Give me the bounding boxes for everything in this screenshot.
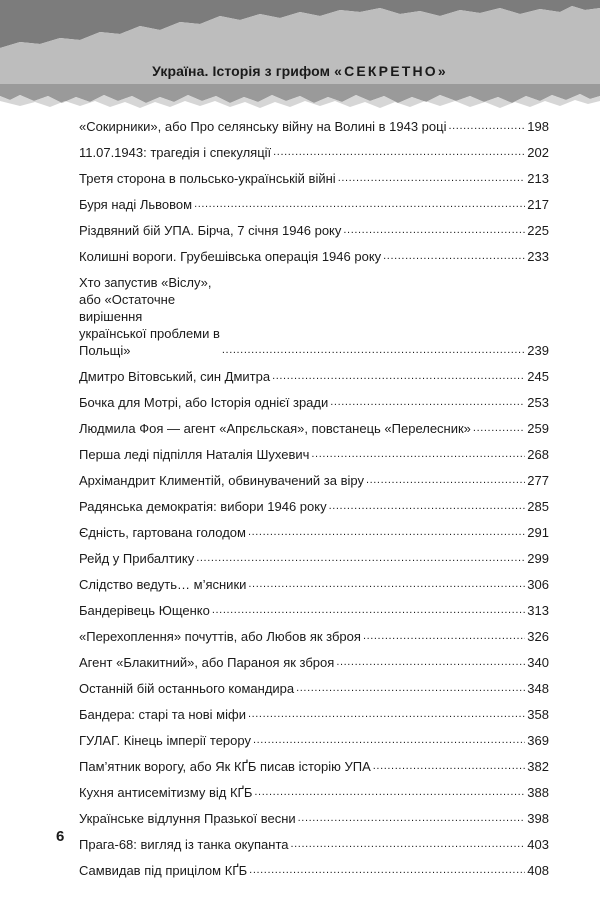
toc-entry-page: 299 bbox=[527, 551, 549, 566]
running-header bbox=[0, 63, 600, 79]
toc-entry[interactable] bbox=[79, 810, 549, 827]
dot-leader bbox=[448, 119, 525, 133]
toc-entry-title: Рейд у Прибалтику bbox=[79, 551, 195, 566]
toc-entry-title-wrap bbox=[79, 274, 220, 359]
toc-entry[interactable] bbox=[79, 862, 549, 879]
toc-entry-title: 11.07.1943: трагедія і спекуляції bbox=[79, 145, 272, 160]
toc-entry-page: 202 bbox=[527, 145, 549, 160]
toc-entry[interactable] bbox=[79, 196, 549, 213]
toc-entry[interactable] bbox=[79, 680, 549, 697]
toc-entry[interactable] bbox=[79, 758, 549, 775]
dot-leader bbox=[343, 223, 525, 237]
toc-entry-page: 217 bbox=[527, 197, 549, 212]
toc-entry[interactable] bbox=[79, 274, 549, 359]
toc-entry[interactable] bbox=[79, 550, 549, 567]
dot-leader bbox=[212, 603, 525, 617]
dot-leader bbox=[336, 655, 525, 669]
dot-leader bbox=[248, 525, 525, 539]
toc-entry-title: ГУЛАГ. Кінець імперії терору bbox=[79, 733, 251, 748]
toc-entry[interactable] bbox=[79, 472, 549, 489]
toc-entry-page: 268 bbox=[527, 447, 549, 462]
dot-leader bbox=[329, 499, 525, 513]
toc-entry-title: Перша леді підпілля Наталія Шухевич bbox=[79, 447, 310, 462]
dot-leader bbox=[311, 447, 525, 461]
toc-entry-title: «Перехоплення» почуттів, або Любов як зброя bbox=[79, 629, 361, 644]
dot-leader bbox=[254, 785, 525, 799]
dot-leader bbox=[273, 145, 525, 159]
toc-entry-page: 285 bbox=[527, 499, 549, 514]
toc-entry-page: 388 bbox=[527, 785, 549, 800]
dot-leader bbox=[373, 759, 525, 773]
toc-entry-title: Останній бій останнього командира bbox=[79, 681, 295, 696]
toc-entry-title: Дмитро Вітовський, син Дмитра bbox=[79, 369, 271, 384]
dot-leader bbox=[222, 343, 525, 357]
toc-entry[interactable] bbox=[79, 118, 549, 135]
toc-entry-page: 348 bbox=[527, 681, 549, 696]
toc-entry-title-line2: української проблеми в Польщі» bbox=[79, 326, 220, 358]
toc-entry[interactable] bbox=[79, 836, 549, 853]
toc-entry[interactable] bbox=[79, 602, 549, 619]
dot-leader bbox=[296, 681, 525, 695]
toc-entry-title: Прага-68: вигляд із танка окупанта bbox=[79, 837, 289, 852]
toc-entry[interactable] bbox=[79, 394, 549, 411]
toc-entry-title: Пам’ятник ворогу, або Як КҐБ писав історію УПА bbox=[79, 759, 371, 774]
toc-entry-page: 233 bbox=[527, 249, 549, 264]
dot-leader bbox=[194, 197, 525, 211]
toc-entry-page: 225 bbox=[527, 223, 549, 238]
dot-leader bbox=[249, 863, 525, 877]
dot-leader bbox=[248, 707, 525, 721]
dot-leader bbox=[383, 249, 525, 263]
toc-entry-page: 398 bbox=[527, 811, 549, 826]
toc-entry[interactable] bbox=[79, 732, 549, 749]
toc-entry-title: Агент «Блакитний», або Параноя як зброя bbox=[79, 655, 335, 670]
toc-entry-page: 198 bbox=[527, 119, 549, 134]
toc-entry-page: 306 bbox=[527, 577, 549, 592]
dot-leader bbox=[473, 421, 525, 435]
toc-entry-page: 403 bbox=[527, 837, 549, 852]
toc-entry-title: Слідство ведуть… м’ясники bbox=[79, 577, 247, 592]
toc-entry-page: 213 bbox=[527, 171, 549, 186]
dot-leader bbox=[363, 629, 525, 643]
toc-entry[interactable] bbox=[79, 576, 549, 593]
toc-entry-page: 277 bbox=[527, 473, 549, 488]
toc-entry-title: «Сокирники», або Про селянську війну на Волині в 1943 році bbox=[79, 119, 447, 134]
toc-entry-page: 253 bbox=[527, 395, 549, 410]
toc-entry-title: Кухня антисемітизму від КҐБ bbox=[79, 785, 253, 800]
toc-entry-title: Буря наді Львовом bbox=[79, 197, 193, 212]
toc-entry-page: 326 bbox=[527, 629, 549, 644]
toc-entry[interactable] bbox=[79, 144, 549, 161]
toc-entry-title: Бандерівець Ющенко bbox=[79, 603, 210, 618]
toc-entry[interactable] bbox=[79, 498, 549, 515]
toc-entry-title: Бандера: старі та нові міфи bbox=[79, 707, 246, 722]
toc-entry-page: 358 bbox=[527, 707, 549, 722]
dot-leader bbox=[272, 369, 525, 383]
toc-entry-page: 239 bbox=[527, 343, 549, 358]
header-band bbox=[0, 0, 600, 120]
toc-entry-title: Радянська демократія: вибори 1946 року bbox=[79, 499, 327, 514]
toc-entry-page: 382 bbox=[527, 759, 549, 774]
toc-entry-page: 340 bbox=[527, 655, 549, 670]
header-title-main: Україна. Історія з грифом bbox=[152, 63, 335, 79]
toc-entry-page: 259 bbox=[527, 421, 549, 436]
toc-entry-title: Третя сторона в польсько-українській війні bbox=[79, 171, 336, 186]
toc-entry-title: Людмила Фоя — агент «Апрєльская», повстанець «Перелесник» bbox=[79, 421, 471, 436]
dot-leader bbox=[298, 811, 525, 825]
toc-entry[interactable] bbox=[79, 706, 549, 723]
toc-entry-page: 313 bbox=[527, 603, 549, 618]
dot-leader bbox=[330, 395, 525, 409]
toc-entry-title: Єдність, гартована голодом bbox=[79, 525, 246, 540]
toc-entry[interactable] bbox=[79, 222, 549, 239]
toc-entry[interactable] bbox=[79, 628, 549, 645]
toc-entry-title: Колишні вороги. Грубешівська операція 1946 року bbox=[79, 249, 382, 264]
page-number: 6 bbox=[56, 828, 65, 845]
dot-leader bbox=[196, 551, 525, 565]
header-title-secret: «СЕКРЕТНО» bbox=[334, 63, 448, 79]
toc-entry-title: Українське відлуння Празької весни bbox=[79, 811, 296, 826]
dot-leader bbox=[253, 733, 525, 747]
toc-entry-title: Бочка для Мотрі, або Історія однієї зради bbox=[79, 395, 329, 410]
torn-paper-banner bbox=[0, 0, 600, 120]
toc-entry-page: 408 bbox=[527, 863, 549, 878]
toc-entry-title: Різдвяний бій УПА. Бірча, 7 січня 1946 року bbox=[79, 223, 342, 238]
toc-entry[interactable] bbox=[79, 170, 549, 187]
table-of-contents bbox=[79, 118, 549, 888]
toc-entry[interactable] bbox=[79, 420, 549, 437]
toc-entry-page: 245 bbox=[527, 369, 549, 384]
dot-leader bbox=[248, 577, 525, 591]
toc-entry-page: 291 bbox=[527, 525, 549, 540]
dot-leader bbox=[366, 473, 525, 487]
dot-leader bbox=[291, 837, 526, 851]
toc-entry[interactable] bbox=[79, 446, 549, 463]
toc-entry[interactable] bbox=[79, 524, 549, 541]
toc-entry-page: 369 bbox=[527, 733, 549, 748]
toc-entry[interactable] bbox=[79, 784, 549, 801]
toc-entry-title: Хто запустив «Віслу», або «Остаточне вирішення bbox=[79, 275, 212, 324]
toc-entry-title: Архімандрит Климентій, обвинувачений за віру bbox=[79, 473, 364, 488]
toc-entry[interactable] bbox=[79, 248, 549, 265]
toc-entry[interactable] bbox=[79, 654, 549, 671]
toc-entry[interactable] bbox=[79, 368, 549, 385]
dot-leader bbox=[338, 171, 525, 185]
toc-entry-title: Самвидав під прицілом КҐБ bbox=[79, 863, 248, 878]
